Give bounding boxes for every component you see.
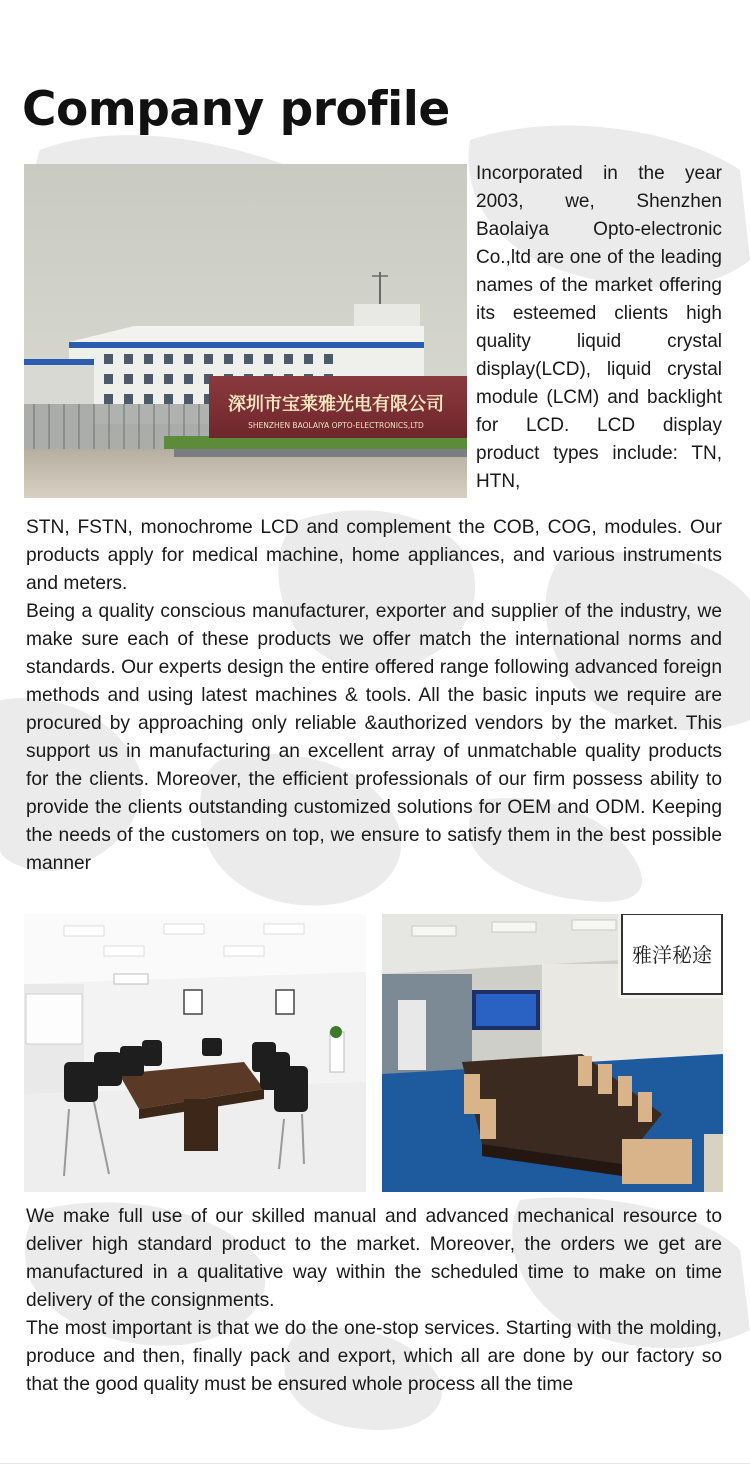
quality-paragraph: Being a quality conscious manufacturer, exporter and supplier of the industry, we make sure each of these products we offer match the international norms and standards. Our experts design the entire offered range following advanced foreign methods and using latest machines & tools. All the basic inputs we require are procured by approaching only reliable &authorized vendors by the market. This support us in manufacturing an excellent array of unmatchable quality products for the clients. Moreover, the efficient professionals of our firm possess ability to provide the clients outstanding customized solutions for OEM and ODM. Keeping the needs of the customers on top, we ensure to satisfy them in the best possible manner bbox=[26, 601, 722, 874]
intro-paragraph-right: Incorporated in the year 2003, we, Shenzhen Baolaiya Opto-electronic Co.,ltd are one of the leading names of the market offering its esteemed clients high quality liquid crystal display(LCD), liquid crystal module (LCM) and backlight for LCD. LCD display product types include: TN, HTN, bbox=[476, 163, 722, 492]
wall-calligraphy: 雅洋秘途 bbox=[632, 943, 712, 967]
one-stop-service-paragraph: The most important is that we do the one-stop services. Starting with the molding, produce and then, finally pack and export, which all are done by our factory so that the good quality must be ensured whole process all the time bbox=[26, 1318, 722, 1395]
page-title: Company profile bbox=[22, 82, 450, 137]
factory-sign-chinese: 深圳市宝莱雅光电有限公司 bbox=[228, 394, 444, 415]
blue-floor-meeting-room-photo bbox=[382, 914, 723, 1192]
manufacturing-paragraph: We make full use of our skilled manual and advanced mechanical resource to deliver high standard product to the market. Moreover, the orders we get are manufactured in a qualitative way within the scheduled time to make on time delivery of the consignments. bbox=[26, 1206, 722, 1311]
factory-sign-english: SHENZHEN BAOLAIYA OPTO-ELECTRONICS,LTD bbox=[248, 421, 424, 430]
bottom-divider bbox=[0, 1463, 750, 1464]
white-meeting-room-photo bbox=[24, 914, 366, 1192]
intro-paragraph-continued: STN, FSTN, monochrome LCD and complement the COB, COG, modules. Our products apply for medical machine, home appliances, and various instruments and meters. bbox=[26, 517, 722, 594]
factory-building-photo bbox=[24, 164, 467, 498]
